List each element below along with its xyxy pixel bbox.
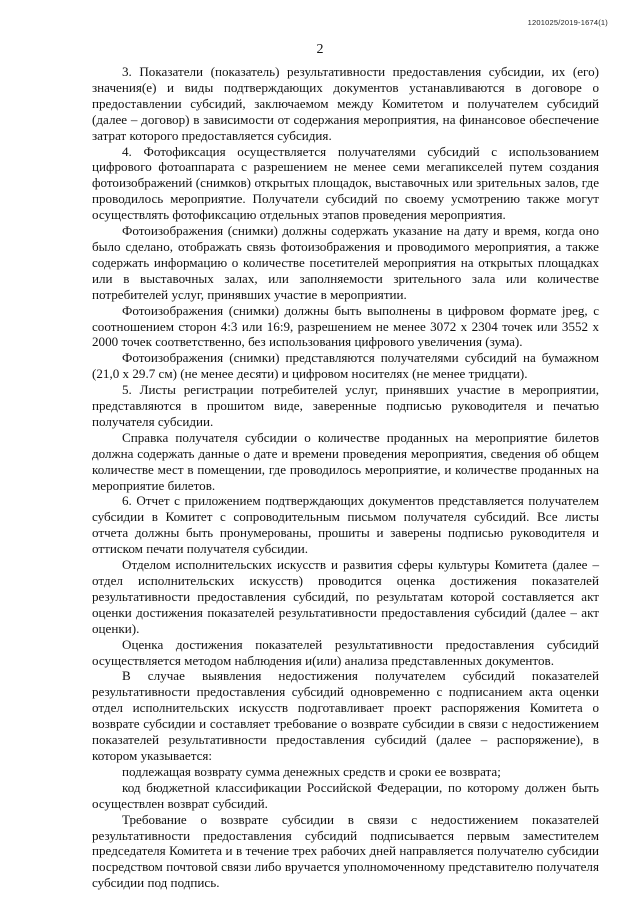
paragraph: 6. Отчет с приложением подтверждающих документов представляется получателем субсидии в Комитет с сопроводительным письмом получателя субсидий. Все листы отчета должны быть пронумерованы, прошиты и заверены подписью руководителя и оттиском печати получателя субсидии. [92, 493, 599, 557]
paragraph: В случае выявления недостижения получателем субсидий показателей результативности предоставления субсидий одновременно с подписанием акта оценки отдел исполнительских искусств подготавливает проект распоряжения Комитета о возврате субсидии и составляет требование о возврате субсидии в связи с недостижением показателей результативности предоставления субсидий (далее – распоряжение), в котором указывается: [92, 668, 599, 763]
paragraph: Отделом исполнительских искусств и развития сферы культуры Комитета (далее – отдел исполнительских искусств) проводится оценка достижения показателей результативности предоставления субсидий, по результатам которой составляется акт оценки достижения показателей результативности предоставления субсидий (далее – акт оценки). [92, 557, 599, 636]
paragraph: подлежащая возврату сумма денежных средств и сроки ее возврата; [122, 763, 501, 779]
paragraph: Оценка достижения показателей результативности предоставления субсидий осуществляется методом наблюдения и(или) анализа представленных документов. [92, 636, 599, 668]
paragraph: Фотоизображения (снимки) должны быть выполнены в цифровом формате jpeg, с соотношением сторон 4:3 или 16:9, разрешением не менее 3072 x 2304 точек или 3552 x 2000 точек соответственно, без использования цифрового увеличения (зума). [92, 302, 599, 350]
page-number: 2 [316, 42, 324, 57]
document-code: 1201025/2019-1674(1) [527, 18, 608, 27]
paragraph: код бюджетной классификации Российской Федерации, по которому должен быть осуществлен возврат субсидий. [92, 779, 599, 811]
paragraph: Фотоизображения (снимки) представляются получателями субсидий на бумажном (21,0 x 29.7 см) (не менее десяти) и цифровом носителях (не менее тридцати). [92, 350, 599, 382]
paragraph: 4. Фотофиксация осуществляется получателями субсидий с использованием цифрового фотоаппарата с разрешением не менее семи мегапикселей путем создания фотоизображений (снимков) открытых площадок, выставочных или зрительных залов, где проводилось мероприятие. Получатели субсидий по своему усмотрению также могут осуществлять фотофиксацию отдельных этапов проведения мероприятия. [92, 143, 599, 223]
paragraph: Требование о возврате субсидии в связи с недостижением показателей результативности предоставления субсидий подписывается первым заместителем председателя Комитета и в течение трех рабочих дней направляется получателю субсидии посредством почтовой связи либо вручается уполномоченному представителю получателя субсидии под подпись. [92, 811, 599, 891]
document-body [92, 64, 599, 891]
paragraph: 5. Листы регистрации потребителей услуг, принявших участие в мероприятии, представляются в прошитом виде, заверенные подписью руководителя и печатью получателя субсидии. [92, 382, 599, 429]
paragraph: 3. Показатели (показатель) результативности предоставления субсидии, их (его) значения(е) и виды подтверждающих документов устанавливаются в договоре о предоставлении субсидий, заключаемом между Комитетом и получателем субсидий (далее – договор) в зависимости от содержания мероприятия, на финансовое обеспечение затрат которого предоставляется субсидия. [92, 64, 599, 143]
paragraph: Фотоизображения (снимки) должны содержать указание на дату и время, когда оно было сделано, отображать связь фотоизображения и проводимого мероприятия, а также содержать информацию о количестве посетителей мероприятия на открытых площадках или в выставочных залах, или заполняемости зрительного зала или количестве потребителей услуг, принявших участие в мероприятии. [92, 223, 599, 302]
paragraph: Справка получателя субсидии о количестве проданных на мероприятие билетов должна содержать данные о дате и времени проведения мероприятия, сведения об общем количестве мест в помещении, где проводилось мероприятие, и количестве проданных на мероприятие билетов. [92, 429, 599, 493]
